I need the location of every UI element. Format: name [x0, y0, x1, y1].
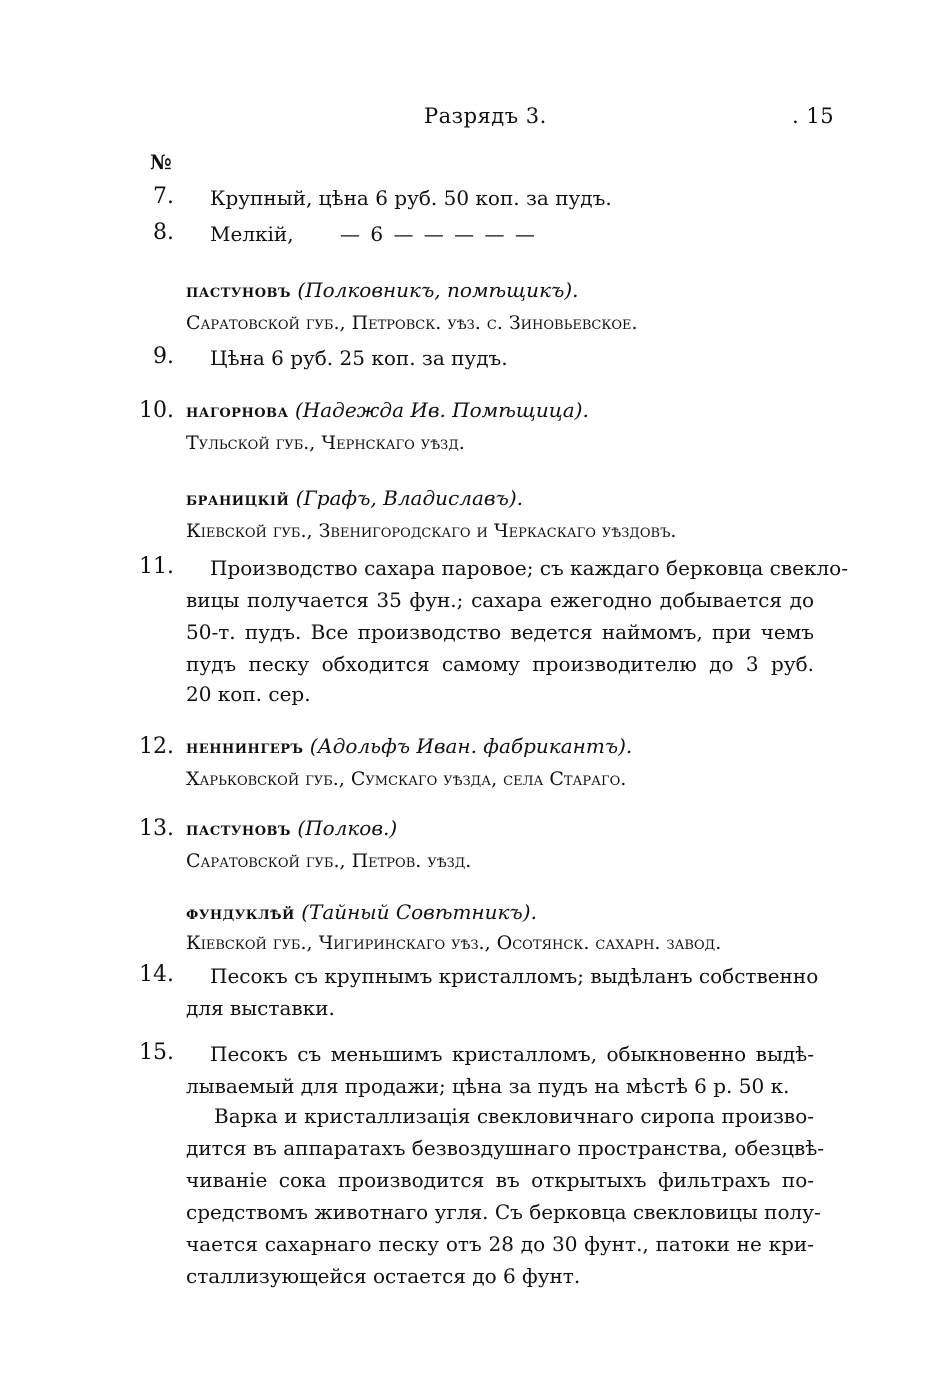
paragraph-line: чиваніе сока производится въ открытыхъ фильтрахъ по- [186, 1168, 814, 1192]
entry-number: 11. [139, 554, 174, 579]
producer-location: Тульской губ., Чернскаго уѣзд. [186, 432, 465, 454]
paragraph-line: Варка и кристаллизація свекловичнаго сиропа произво- [214, 1104, 814, 1128]
producer-title: (Графъ, Владиславъ). [295, 486, 524, 510]
producer-location: Саратовской губ., Петров. уѣзд. [186, 850, 472, 872]
producer-name: фундуклѣй [186, 903, 295, 924]
entry-number: 10. [139, 398, 174, 423]
producer-name: неннингеръ [186, 737, 304, 758]
entry-text: Крупный, цѣна 6 руб. 50 коп. за пудъ. [210, 186, 612, 210]
paragraph-line: пудъ песку обходится самому производителю до 3 руб. [186, 652, 814, 676]
producer-location: Кіевской губ., Звенигородскаго и Черкаскаго уѣздовъ. [186, 520, 677, 542]
paragraph-line: средствомъ животнаго угля. Съ берковца свекловицы полу- [186, 1200, 821, 1224]
paragraph-line: сталлизующейся остается до 6 фунт. [186, 1264, 581, 1288]
producer-name: пастуновъ [186, 819, 291, 840]
producer-name: браницкій [186, 489, 290, 510]
entry-number: 7. [153, 184, 174, 209]
paragraph-line: дится въ аппаратахъ безвоздушнаго пространства, обезцвѣ- [186, 1136, 825, 1160]
producer-location: Саратовской губ., Петровск. уѣз. с. Зиновьевское. [186, 312, 638, 334]
entry-number: 8. [153, 220, 174, 245]
entry-number: 15. [139, 1040, 174, 1065]
paragraph-line: для выставки. [186, 996, 335, 1020]
numero-sign: № [150, 150, 172, 174]
paragraph-line: лываемый для продажи; цѣна за пудъ на мѣстѣ 6 р. 50 к. [186, 1074, 790, 1098]
paragraph-line: 50-т. пудъ. Все производство ведется наймомъ, при чемъ [186, 620, 814, 644]
entry-text: Цѣна 6 руб. 25 коп. за пудъ. [210, 346, 508, 370]
paragraph-line: 20 коп. сер. [186, 682, 311, 706]
running-header-title: Разрядъ 3. [424, 104, 547, 128]
entry-number: 9. [153, 344, 174, 369]
entry-number: 13. [139, 816, 174, 841]
entry-label: Мелкій, [210, 222, 294, 246]
producer-title: (Надежда Ив. Помѣщица). [295, 398, 589, 422]
page-number: . 15 [792, 104, 835, 128]
producer-title: (Полков.) [297, 816, 398, 840]
entry-value: — 6 — — — — — [340, 222, 537, 246]
paragraph-line: Песокъ съ меньшимъ кристалломъ, обыкновенно выдѣ- [210, 1042, 814, 1066]
producer-heading [186, 398, 589, 422]
producer-heading [186, 816, 397, 840]
entry-number: 14. [139, 962, 174, 987]
paragraph-line: Песокъ съ крупнымъ кристалломъ; выдѣланъ собственно [210, 964, 819, 988]
producer-title: (Адольфъ Иван. фабрикантъ). [309, 734, 633, 758]
paragraph-line: вицы получается 35 фун.; сахара ежегодно добывается до [186, 588, 814, 612]
producer-name: нагорнова [186, 401, 289, 422]
producer-location: Харьковской губ., Сумскаго уѣзда, села Стараго. [186, 768, 627, 790]
producer-heading [186, 278, 579, 302]
entry-number: 12. [139, 734, 174, 759]
producer-heading [186, 486, 523, 510]
producer-name: пастуновъ [186, 281, 291, 302]
paragraph-line: Производство сахара паровое; съ каждаго берковца свекло- [210, 556, 848, 580]
producer-heading [186, 734, 632, 758]
producer-title: (Тайный Совѣтникъ). [301, 900, 537, 924]
producer-title: (Полковникъ, помѣщикъ). [297, 278, 579, 302]
paragraph-line: чается сахарнаго песку отъ 28 до 30 фунт., патоки не кри- [186, 1232, 814, 1256]
producer-location: Кіевской губ., Чигиринскаго уѣз., Осотянск. сахарн. завод. [186, 932, 722, 954]
producer-heading [186, 900, 537, 924]
